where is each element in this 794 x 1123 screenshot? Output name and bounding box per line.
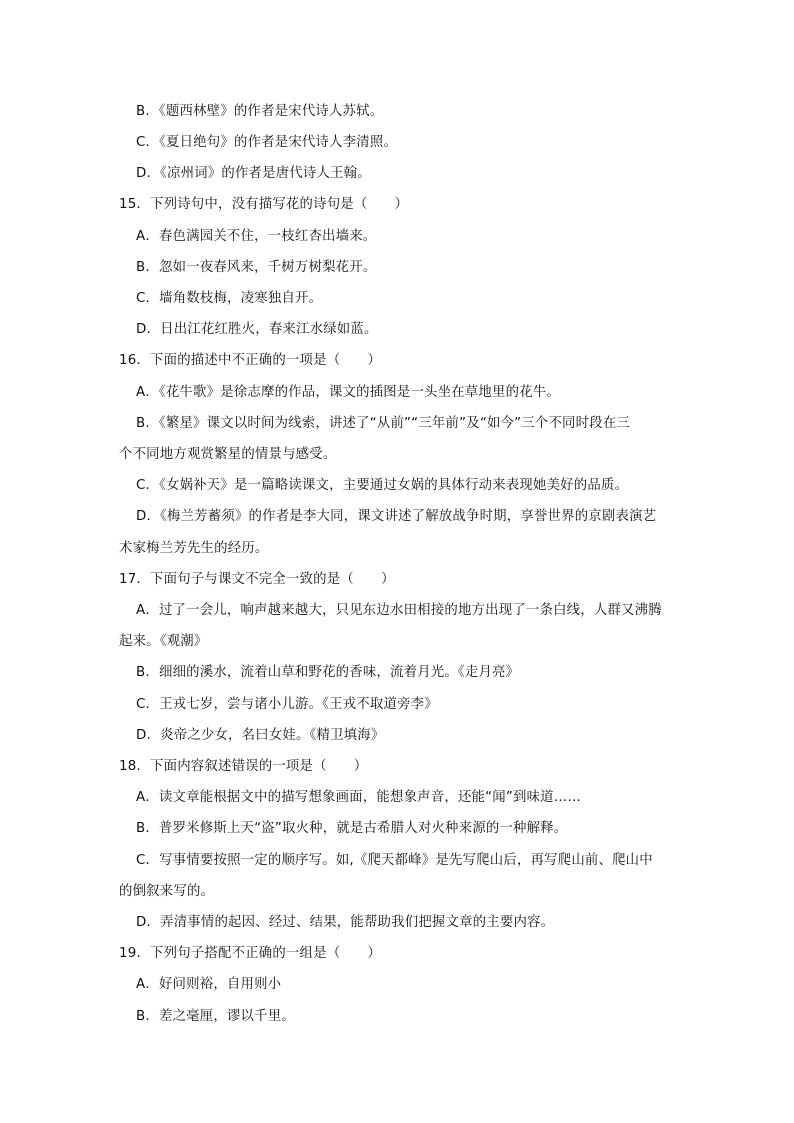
option-14b: B．《题西林壁》的作者是宋代诗人苏轼。	[136, 104, 384, 119]
option-14d: D．《凉州词》的作者是唐代诗人王翰。	[136, 166, 371, 181]
option-15c: C．墙角数枝梅，凌寒独自开。	[136, 291, 323, 306]
option-17c: C．王戎七岁，尝与诸小儿游。《王戎不取道旁李》	[136, 697, 438, 712]
option-16b-continuation: 个不同地方观赏繁星的情景与感受。	[119, 447, 337, 462]
option-18a: A．读文章能根据文中的描写想象画面，能想象声音，还能“闻”到味道……	[136, 790, 581, 805]
question-15: 15．下列诗句中，没有描写花的诗句是（ ）	[119, 197, 409, 212]
option-17b: B．细细的溪水，流着山草和野花的香味，流着月光。《走月亮》	[136, 665, 520, 680]
question-19: 19．下列句子搭配不正确的一组是（ ）	[119, 946, 382, 961]
option-16c: C．《女娲补天》是一篇略读课文，主要通过女娲的具体行动来表现她美好的品质。	[136, 478, 629, 493]
option-16d: D．《梅兰芳蓄须》的作者是李大同，课文讲述了解放战争时期，享誉世界的京剧表演艺	[136, 509, 657, 524]
question-16: 16．下面的描述中不正确的一项是（ ）	[119, 353, 382, 368]
option-18d: D．弄清事情的起因、经过、结果，能帮助我们把握文章的主要内容。	[136, 915, 555, 930]
option-15a: A．春色满园关不住，一枝红杏出墙来。	[136, 229, 377, 244]
option-19a: A．好问则裕，自用则小	[136, 977, 282, 992]
option-17d: D．炎帝之少女，名曰女娃。《精卫填海》	[136, 728, 385, 743]
option-15d: D．日出江花红胜火，春来江水绿如蓝。	[136, 322, 378, 337]
option-15b: B．忽如一夜春风来，千树万树梨花开。	[136, 260, 377, 275]
question-17: 17．下面句子与课文不完全一致的是（ ）	[119, 572, 395, 587]
option-14c: C．《夏日绝句》的作者是宋代诗人李清照。	[136, 135, 398, 150]
option-17a: A．过了一会儿，响声越来越大，只见东边水田相接的地方出现了一条白线，人群又沸腾	[136, 603, 662, 618]
option-18c-continuation: 的倒叙来写的。	[119, 884, 215, 899]
option-17a-continuation: 起来。《观潮》	[119, 634, 208, 649]
option-18c: C．写事情要按照一定的顺序写。如,《爬天都峰》是先写爬山后，再写爬山前、爬山中	[136, 853, 653, 868]
option-16b: B．《繁星》课文以时间为线索，讲述了“从前”“三年前”及“如今”三个不同时段在三	[136, 416, 630, 431]
option-16a: A．《花牛歌》是徐志摩的作品，课文的插图是一头坐在草地里的花牛。	[136, 385, 560, 400]
question-18: 18．下面内容叙述错误的一项是（ ）	[119, 759, 368, 774]
option-16d-continuation: 术家梅兰芳先生的经历。	[119, 541, 269, 556]
option-19b: B．差之毫厘，谬以千里。	[136, 1009, 295, 1024]
option-18b: B．普罗米修斯上天“盗”取火种，就是古希腊人对火种来源的一种解释。	[136, 821, 568, 836]
